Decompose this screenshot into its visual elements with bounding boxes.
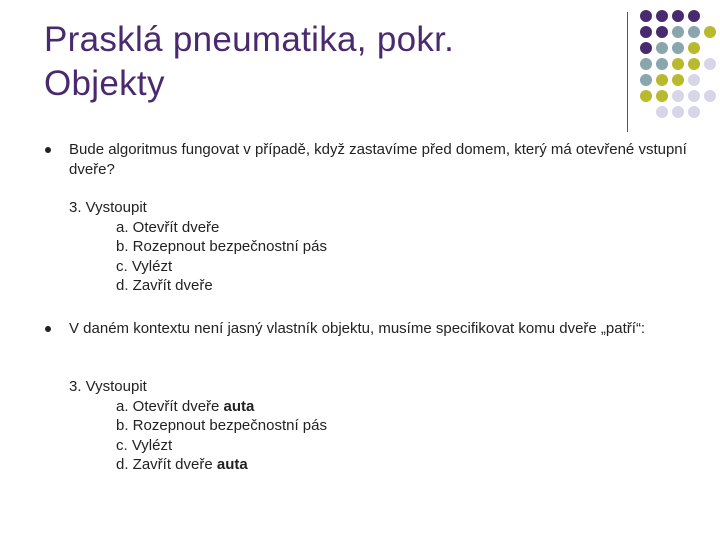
decorative-dot-grid [640,10,720,110]
decor-dot [688,10,700,22]
step-header: 3. Vystoupit [69,199,147,216]
decor-dot [640,42,652,54]
bullet-point [45,326,51,332]
decor-dot [688,90,700,102]
decor-dot [640,90,652,102]
substep: c. Vylézt [116,436,173,454]
decor-dot [656,106,668,118]
decor-dot [640,26,652,38]
bullet-point [45,147,51,153]
decor-dot [640,10,652,22]
substep: a. Otevřít dveře [116,218,220,236]
decor-dot [688,26,700,38]
substep: d. Zavřít dveře auta [116,456,248,473]
decor-dot [672,90,684,102]
title-line-1: Prasklá pneumatika, pokr. [44,20,455,59]
substep: a. Otevřít dveře auta [116,397,255,415]
decor-dot [640,74,652,86]
decor-dot [688,74,700,86]
step-list [69,377,327,475]
decor-dot [704,58,716,70]
decor-dot [640,58,652,70]
bullet-text: Bude algoritmus fungovat v případě, když zastavíme před domem, který má otevřené vstupní dveře? [69,141,687,178]
substep: b. Rozepnout bezpečnostní pás [116,417,327,434]
decor-dot [704,90,716,102]
decor-dot [672,58,684,70]
decor-dot [672,42,684,54]
decor-dot [688,42,700,54]
title-line-2: Objekty [44,64,165,103]
decor-dot [672,74,684,86]
substep: d. Zavřít dveře [116,277,213,294]
bullet-text: V daném kontextu není jasný vlastník objektu, musíme specifikovat komu dveře „patří“: [69,320,646,337]
substep: c. Vylézt [116,257,173,275]
slide-title [44,18,604,106]
step-header: 3. Vystoupit [69,378,147,395]
decor-dot [672,10,684,22]
decor-dot [704,26,716,38]
decor-dot [656,26,668,38]
substep: b. Rozepnout bezpečnostní pás [116,238,327,255]
decor-dot [672,26,684,38]
decor-dot [688,106,700,118]
decor-dot [656,10,668,22]
decor-dot [656,42,668,54]
decorative-divider [627,12,628,132]
decor-dot [688,58,700,70]
decor-dot [656,58,668,70]
decor-dot [656,74,668,86]
decor-dot [672,106,684,118]
step-list [69,198,327,296]
decor-dot [656,90,668,102]
